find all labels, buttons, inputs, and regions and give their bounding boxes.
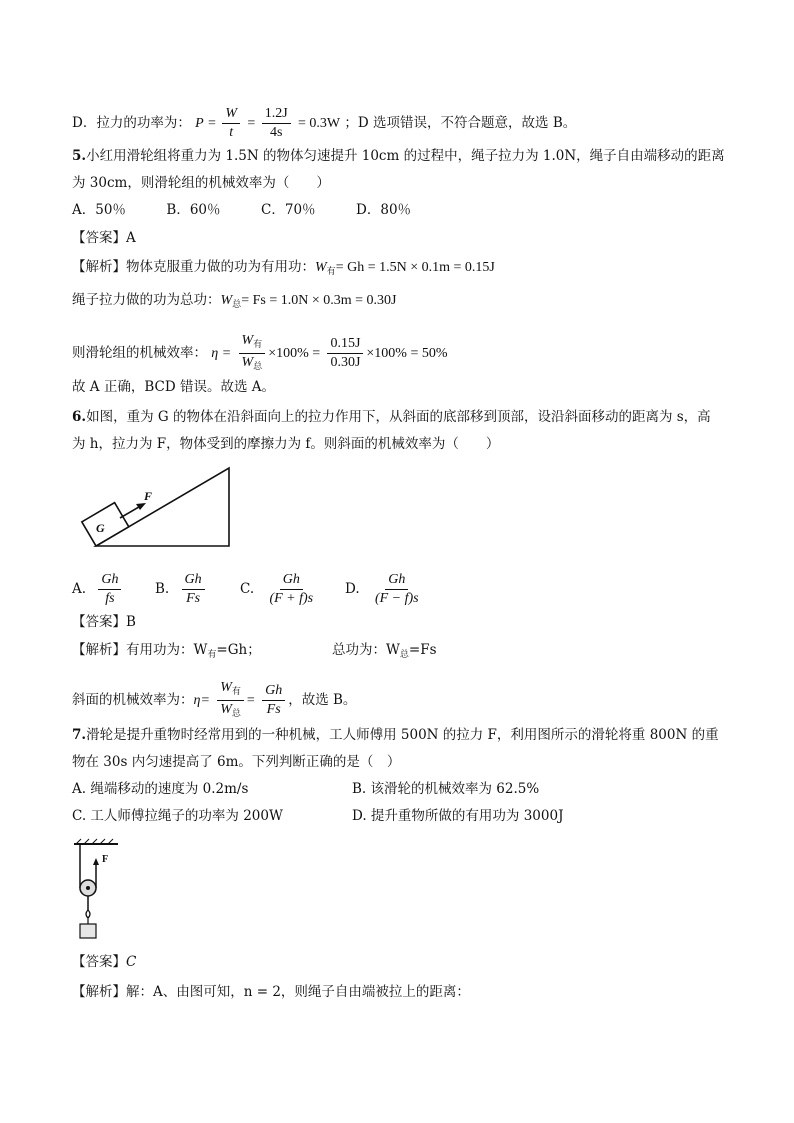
q5-eta-frac: $\frac{W_有}{W_总}$ [239, 333, 266, 374]
q6-number: 6. [72, 409, 87, 425]
q6-analysis-1: 【解析】有用功为：$W_有=Gh$； [72, 642, 261, 660]
q4-option-d-line: D．拉力的功率为： P = $\frac{W}{t}$ = $\frac{1.2J}{4s}$ = 0.3W ；D 选项错误，不符合题意，故选 B。 [72, 106, 577, 140]
q5-value-frac: $\frac{0.15J}{0.30J}$ [327, 336, 363, 371]
q5-analysis-3: 则滑轮组的机械效率： η = $\frac{W_有}{W_总}$ ×100% = $\frac{0.15J}{0.30J}$ ×100% = 50% [72, 333, 448, 374]
q7-option-a[interactable]: A. 绳端移动的速度为 0.2m/s [72, 781, 249, 797]
q4d-p: P [195, 116, 204, 131]
pulley-load [80, 924, 96, 938]
q4d-num: 1.2J [262, 106, 291, 124]
q6-analysis-total: 总功为：$W_总=Fs$ [332, 642, 437, 660]
q6-answer-value: B [126, 614, 136, 630]
q5-analysis-2: 绳子拉力做的功为总功：$W_总= Fs = 1.0N \times 0.3m = 0.30J$ [72, 292, 397, 310]
q7-number: 7. [72, 727, 87, 743]
q6-value-frac: $\frac{Gh}{Fs}$ [262, 683, 285, 718]
q4d-prefix: D．拉力的功率为： [72, 115, 191, 131]
q7-stem-line2: 物在 30s 内匀速提高了 6m。下列判断正确的是（ ） [72, 754, 401, 770]
q6-option-a[interactable]: A. $\frac{Gh}{fs}$ [72, 572, 124, 607]
q7-option-c[interactable]: C. 工人师傅拉绳子的功率为 200W [72, 808, 283, 824]
q4d-w: W [222, 106, 240, 124]
q4d-suffix: ；D 选项错误，不符合题意，故选 B。 [344, 115, 577, 131]
force-arrowhead [136, 503, 146, 510]
q6-stem-line2: 为 h，拉力为 F，物体受到的摩擦力为 f。则斜面的机械效率为（ ） [72, 436, 500, 452]
pulley-figure [72, 838, 132, 942]
q6-analysis-2: 斜面的机械效率为：η= $\frac{W_有}{W_总}$ = $\frac{Gh}{Fs}$ ，故选 B。 [72, 680, 356, 721]
q4d-frac-values [262, 106, 291, 141]
q7-option-b[interactable]: B. 该滑轮的机械效率为 62.5% [352, 781, 540, 797]
q4d-result: = 0.3W [298, 116, 341, 131]
q4d-frac-wt [222, 106, 240, 141]
weight-label: G [96, 521, 105, 535]
q7-option-d[interactable]: D. 提升重物所做的有用功为 3000J [352, 808, 564, 824]
q7-analysis: 【解析】解：A、由图可知，n = 2，则绳子自由端被拉上的距离： [72, 984, 470, 1000]
q7-stem-line1: 7.滑轮是提升重物时经常用到的一种机械，工人师傅用 500N 的拉力 F，利用图所示的滑轮将重 800N 的重 [72, 727, 719, 743]
q5-answer-value: A [126, 230, 136, 246]
incline-block [82, 503, 129, 546]
force-label: F [144, 489, 153, 503]
q5-stem-line1: 5.小红用滑轮组将重力为 1.5N 的物体匀速提升 10cm 的过程中，绳子拉力为 1.0N，绳子自由端移动的距离 [72, 148, 725, 164]
q5-number: 5. [72, 148, 87, 164]
q7-answer: 【答案】C [72, 954, 137, 970]
q5-options: A．50％ B．60％ C．70％ D．80％ [72, 202, 412, 218]
q5-conclusion: 故 A 正确，BCD 错误。故选 A。 [72, 379, 275, 395]
q4d-t: t [229, 125, 234, 140]
q7-answer-value: C [126, 954, 137, 970]
q6-option-d[interactable]: D. $\frac{Gh}{(F - f)s}$ [345, 572, 419, 606]
q5-stem-line2: 为 30cm，则滑轮组的机械效率为（ ） [72, 175, 330, 191]
q6-stem-line1: 6.如图，重为 G 的物体在沿斜面向上的拉力作用下，从斜面的底部移到顶部，设沿斜面移动的距离为 s，高 [72, 409, 711, 425]
q5-analysis-1: 【解析】物体克服重力做的功为有用功：$W_有= Gh = 1.5N \times 0.1m = 0.15J$ [72, 259, 495, 277]
q6-answer: 【答案】B [72, 614, 136, 630]
q6-eta-frac: $\frac{W_有}{W_总}$ [217, 680, 244, 721]
q6-option-c[interactable]: C. $\frac{Gh}{(F + f)s}$ [240, 572, 314, 606]
q4d-den: 4s [270, 125, 283, 140]
q5-answer: 【答案】A [72, 230, 136, 246]
incline-figure [74, 460, 236, 552]
pulley-force-label: F [102, 854, 109, 865]
q6-option-b[interactable]: B. $\frac{Gh}{Fs}$ [155, 572, 208, 607]
